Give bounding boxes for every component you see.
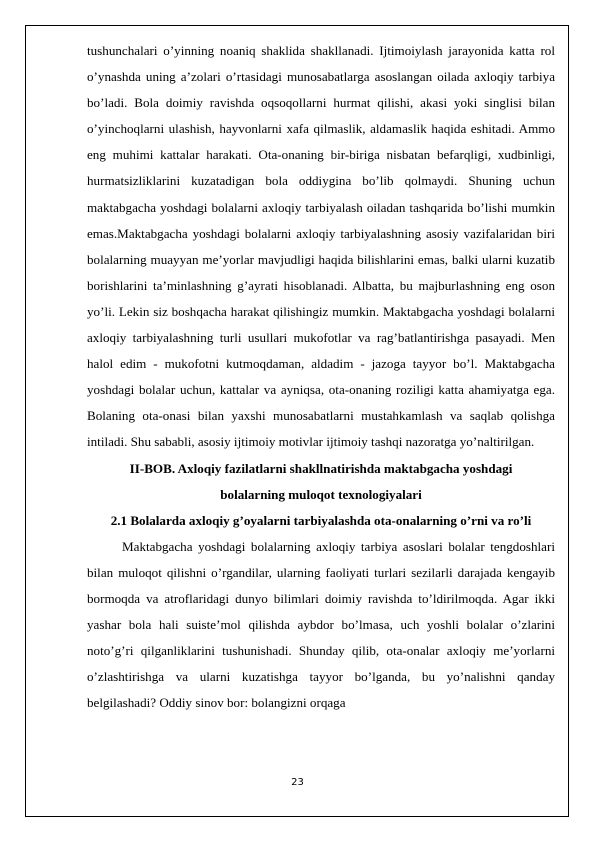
body-paragraph: tushunchalari o’yinning noaniq shaklida shakllanadi. Ijtimoiylash jarayonida katta rol o’ynashda uning a’zolari o’rtasidagi munosabatlarga asoslangan oilada axloqiy tarbiya bo’ladi. Bola doimiy ravishda oqsoqollarni hurmat qilishi, akasi yoki singlisi bilan o’yinchoqlarni ulashish, hayvonlarni xafa qilmaslik, aldamaslik haqida eshitadi. Ammo eng muhimi kattalar harakati. Ota-onaning bir-biriga nisbatan befarqligi, xudbinligi, hurmatsizliklarini kuzatadigan bola oddiygina bo’lib qolmaydi. Shuning uchun maktabgacha yoshdagi bolalarni axloqiy tarbiyalash oiladan tashqarida bo’lishi mumkin emas.Maktabgacha yoshdagi bolalarni axloqiy tarbiyalashning asosiy vazifalaridan biri bolalarning muayyan me’yorlar mavjudligi haqida bilishlarini emas, balki ularni kuzatib borishlarini ta’minlashning g’ayrati hisoblanadi. Albatta, bu majburlashning eng oson yo’li. Lekin siz boshqacha harakat qilishingiz mumkin. Maktabgacha yoshdagi bolalarni axloqiy tarbiyalashning turli usullari mukofotlar va rag’batlantirishga pasayadi. Men halol edim - mukofotni kutmoqdaman, aldadim - jazoga tayyor bo’l. Maktabgacha yoshdagi bolalar uchun, kattalar va ayniqsa, ota-onaning roziligi katta ahamiyatga ega. Bolaning ota-onasi bilan yaxshi munosabatlarni mustahkamlash va saqlab qolishga intiladi. Shu sababli, asosiy ijtimoiy motivlar ijtimoiy tashqi nazoratga yo’naltirilgan. — [87, 43, 555, 450]
chapter-heading: II-BOB. Axloqiy fazilatlarni shakllnatirishda maktabgacha yoshdagi bolalarning muloqot texnologiyalari — [129, 460, 513, 502]
section-heading: 2.1 Bolalarda axloqiy g’oyalarni tarbiyalashda ota-onalarning o’rni va ro’li — [110, 512, 532, 528]
document-body — [87, 38, 555, 716]
page-number: 23 — [291, 777, 304, 788]
body-paragraph: Maktabgacha yoshdagi bolalarning axloqiy tarbiya asoslari bolalar tengdoshlari bilan muloqot qilishni o’rgandilar, ularning faoliyati turlari sezilarli darajada kengayib bormoqda va atroflaridagi dunyo bilimlari doimiy ravishda to’ldirilmoqda. Agar ikki yashar bola hali suiste’mol qilishda aybdor bo’lmasa, uch yoshli bolalar o’zlarini noto’g’ri qilganliklarini tushunishadi. Shunday qilib, ota-onalar axloqiy me’yorlarni o’zlashtirishga va ularni kuzatishga tayyor bo’lganda, bu yo’nalishni qanday belgilashadi? Oddiy sinov bor: bolangizni orqaga — [87, 538, 555, 711]
